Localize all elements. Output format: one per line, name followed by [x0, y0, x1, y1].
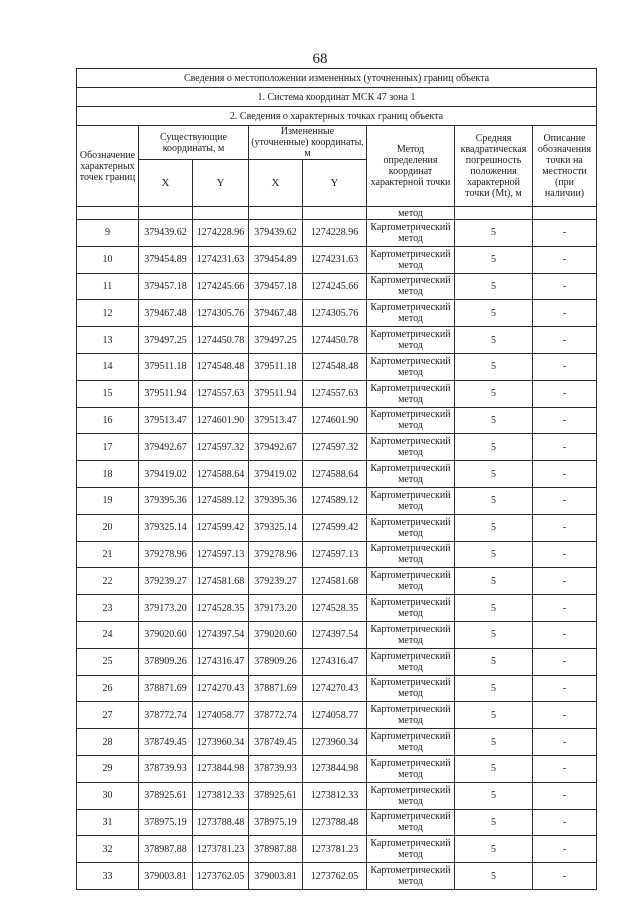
cell-changed-x: 378975.19 — [249, 809, 303, 836]
cell-rms-value: 5 — [455, 648, 533, 675]
cell-changed-x: 379173.20 — [249, 595, 303, 622]
header-changed-x: X — [249, 160, 303, 207]
cell-point-number: 9 — [77, 220, 139, 247]
header-designation: Обозначение характерных точек границ — [77, 126, 139, 207]
table-row — [77, 327, 597, 354]
cell-changed-x: 379278.96 — [249, 541, 303, 568]
cell-existing-x: 379419.02 — [139, 461, 193, 488]
continued-row — [77, 207, 597, 220]
cell-point-number: 20 — [77, 514, 139, 541]
cell-existing-x: 378749.45 — [139, 729, 193, 756]
cell-method: Картометрический метод — [367, 595, 455, 622]
cell-changed-x: 379419.02 — [249, 461, 303, 488]
table-row — [77, 300, 597, 327]
cell-description: - — [533, 782, 597, 809]
cell-existing-x: 378871.69 — [139, 675, 193, 702]
cell-point-number: 17 — [77, 434, 139, 461]
cell-rms-value: 5 — [455, 514, 533, 541]
header-description: Описание обозначения точки на местности (при наличии) — [533, 126, 597, 207]
cell-method: Картометрический метод — [367, 782, 455, 809]
cell-point-number: 15 — [77, 380, 139, 407]
cell-rms-value: 5 — [455, 300, 533, 327]
cell-method: Картометрический метод — [367, 327, 455, 354]
cell-existing-y: 1274228.96 — [193, 220, 249, 247]
cell-description: - — [533, 380, 597, 407]
cell-rms-value: 5 — [455, 568, 533, 595]
header-changed-y: Y — [303, 160, 367, 207]
table-row — [77, 461, 597, 488]
cell-changed-x: 379467.48 — [249, 300, 303, 327]
cell-point-number: 21 — [77, 541, 139, 568]
table-row — [77, 273, 597, 300]
cell-method: Картометрический метод — [367, 300, 455, 327]
cell-changed-y: 1274557.63 — [303, 380, 367, 407]
cell-point-number: 23 — [77, 595, 139, 622]
cell-point-number: 24 — [77, 621, 139, 648]
coordinate-system-heading: 1. Система координат МСК 47 зона 1 — [77, 88, 597, 107]
cell-method: Картометрический метод — [367, 675, 455, 702]
cell-changed-x: 378925.61 — [249, 782, 303, 809]
cell-existing-y: 1274557.63 — [193, 380, 249, 407]
cell-changed-y: 1274599.42 — [303, 514, 367, 541]
cell-rms-value: 5 — [455, 246, 533, 273]
cell-changed-x: 379497.25 — [249, 327, 303, 354]
cell-method: Картометрический метод — [367, 353, 455, 380]
cell-rms-value: 5 — [455, 836, 533, 863]
cell-changed-y: 1274589.12 — [303, 487, 367, 514]
cell-changed-y: 1273960.34 — [303, 729, 367, 756]
cell-existing-x: 379513.47 — [139, 407, 193, 434]
table-row — [77, 595, 597, 622]
cell-method: Картометрический метод — [367, 755, 455, 782]
cell-description: - — [533, 327, 597, 354]
cell-existing-x: 378987.88 — [139, 836, 193, 863]
cell-description: - — [533, 595, 597, 622]
cell-point-number: 11 — [77, 273, 139, 300]
cell-description: - — [533, 568, 597, 595]
cell-changed-y: 1274597.13 — [303, 541, 367, 568]
header-existing-x: X — [139, 160, 193, 207]
cell-changed-y: 1274528.35 — [303, 595, 367, 622]
cell-existing-y: 1274316.47 — [193, 648, 249, 675]
cell-changed-y: 1274601.90 — [303, 407, 367, 434]
cell-existing-x: 378739.93 — [139, 755, 193, 782]
cell-rms-value: 5 — [455, 407, 533, 434]
cell-changed-x: 379439.62 — [249, 220, 303, 247]
cell-rms-value: 5 — [455, 220, 533, 247]
cell-changed-x: 379239.27 — [249, 568, 303, 595]
cell-method: Картометрический метод — [367, 621, 455, 648]
cell-existing-x: 378925.61 — [139, 782, 193, 809]
cell-changed-x: 378909.26 — [249, 648, 303, 675]
cell-description: - — [533, 407, 597, 434]
cell-description: - — [533, 541, 597, 568]
cell-method: Картометрический метод — [367, 273, 455, 300]
cell-changed-x: 379511.18 — [249, 353, 303, 380]
cell-existing-y: 1273844.98 — [193, 755, 249, 782]
table-row — [77, 541, 597, 568]
continued-method-text: метод — [367, 207, 455, 220]
cell-rms-value: 5 — [455, 809, 533, 836]
cell-method: Картометрический метод — [367, 648, 455, 675]
cell-changed-x: 378987.88 — [249, 836, 303, 863]
cell-rms-value: 5 — [455, 273, 533, 300]
cell-changed-x: 379003.81 — [249, 863, 303, 890]
table-row — [77, 568, 597, 595]
table-row — [77, 863, 597, 890]
cell-rms-value: 5 — [455, 621, 533, 648]
cell-rms-value: 5 — [455, 434, 533, 461]
cell-existing-y: 1274589.12 — [193, 487, 249, 514]
cell-existing-y: 1274599.42 — [193, 514, 249, 541]
cell-changed-x: 379454.89 — [249, 246, 303, 273]
cell-point-number: 27 — [77, 702, 139, 729]
cell-point-number: 14 — [77, 353, 139, 380]
cell-existing-y: 1274270.43 — [193, 675, 249, 702]
cell-existing-y: 1274397.54 — [193, 621, 249, 648]
cell-changed-x: 378749.45 — [249, 729, 303, 756]
cell-existing-y: 1273960.34 — [193, 729, 249, 756]
table-title: Сведения о местоположении измененных (уточненных) границ объекта — [77, 69, 597, 88]
cell-existing-x: 378909.26 — [139, 648, 193, 675]
cell-point-number: 32 — [77, 836, 139, 863]
cell-existing-y: 1273812.33 — [193, 782, 249, 809]
cell-existing-y: 1274588.64 — [193, 461, 249, 488]
table-row — [77, 755, 597, 782]
cell-existing-x: 379325.14 — [139, 514, 193, 541]
boundary-points-table — [76, 68, 597, 890]
cell-existing-x: 379395.36 — [139, 487, 193, 514]
cell-existing-x: 379020.60 — [139, 621, 193, 648]
cell-changed-y: 1273781.23 — [303, 836, 367, 863]
cell-point-number: 31 — [77, 809, 139, 836]
cell-changed-y: 1274397.54 — [303, 621, 367, 648]
cell-rms-value: 5 — [455, 353, 533, 380]
table-row — [77, 246, 597, 273]
cell-changed-x: 379325.14 — [249, 514, 303, 541]
cell-changed-x: 379457.18 — [249, 273, 303, 300]
table-row — [77, 836, 597, 863]
cell-method: Картометрический метод — [367, 434, 455, 461]
cell-existing-y: 1274231.63 — [193, 246, 249, 273]
cell-existing-y: 1274058.77 — [193, 702, 249, 729]
cell-changed-x: 378871.69 — [249, 675, 303, 702]
cell-description: - — [533, 729, 597, 756]
cell-method: Картометрический метод — [367, 568, 455, 595]
cell-changed-x: 379020.60 — [249, 621, 303, 648]
cell-description: - — [533, 300, 597, 327]
cell-existing-x: 379003.81 — [139, 863, 193, 890]
cell-changed-y: 1274228.96 — [303, 220, 367, 247]
cell-point-number: 18 — [77, 461, 139, 488]
cell-method: Картометрический метод — [367, 246, 455, 273]
cell-description: - — [533, 434, 597, 461]
cell-description: - — [533, 353, 597, 380]
page-number: 68 — [312, 51, 328, 67]
cell-point-number: 29 — [77, 755, 139, 782]
cell-rms-value: 5 — [455, 541, 533, 568]
cell-method: Картометрический метод — [367, 487, 455, 514]
table-row — [77, 220, 597, 247]
cell-description: - — [533, 621, 597, 648]
cell-description: - — [533, 514, 597, 541]
cell-method: Картометрический метод — [367, 514, 455, 541]
cell-existing-x: 379511.18 — [139, 353, 193, 380]
cell-existing-x: 379457.18 — [139, 273, 193, 300]
cell-existing-x: 379278.96 — [139, 541, 193, 568]
cell-point-number: 30 — [77, 782, 139, 809]
cell-existing-x: 379497.25 — [139, 327, 193, 354]
cell-method: Картометрический метод — [367, 863, 455, 890]
cell-existing-x: 379454.89 — [139, 246, 193, 273]
table-row — [77, 353, 597, 380]
cell-existing-x: 378975.19 — [139, 809, 193, 836]
cell-changed-y: 1274305.76 — [303, 300, 367, 327]
cell-changed-y: 1274270.43 — [303, 675, 367, 702]
cell-description: - — [533, 836, 597, 863]
cell-changed-y: 1274316.47 — [303, 648, 367, 675]
table-row — [77, 648, 597, 675]
cell-existing-x: 379511.94 — [139, 380, 193, 407]
cell-existing-y: 1274528.35 — [193, 595, 249, 622]
cell-rms-value: 5 — [455, 487, 533, 514]
cell-description: - — [533, 675, 597, 702]
table-row — [77, 675, 597, 702]
cell-existing-y: 1273781.23 — [193, 836, 249, 863]
cell-existing-y: 1274597.13 — [193, 541, 249, 568]
cell-existing-x: 379467.48 — [139, 300, 193, 327]
header-existing-coordinates: Существующие координаты, м — [139, 126, 249, 160]
cell-description: - — [533, 648, 597, 675]
cell-method: Картометрический метод — [367, 809, 455, 836]
cell-method: Картометрический метод — [367, 407, 455, 434]
cell-description: - — [533, 461, 597, 488]
cell-changed-y: 1274450.78 — [303, 327, 367, 354]
table-row — [77, 407, 597, 434]
cell-existing-y: 1274450.78 — [193, 327, 249, 354]
cell-point-number: 26 — [77, 675, 139, 702]
cell-rms-value: 5 — [455, 595, 533, 622]
cell-rms-value: 5 — [455, 729, 533, 756]
cell-existing-x: 378772.74 — [139, 702, 193, 729]
cell-changed-x: 378739.93 — [249, 755, 303, 782]
cell-description: - — [533, 755, 597, 782]
header-changed-coordinates: Измененные (уточненные) координаты, м — [249, 126, 367, 160]
cell-point-number: 28 — [77, 729, 139, 756]
cell-point-number: 22 — [77, 568, 139, 595]
cell-method: Картометрический метод — [367, 729, 455, 756]
header-existing-y: Y — [193, 160, 249, 207]
cell-changed-y: 1274581.68 — [303, 568, 367, 595]
cell-description: - — [533, 273, 597, 300]
cell-description: - — [533, 220, 597, 247]
cell-changed-y: 1274548.48 — [303, 353, 367, 380]
cell-existing-y: 1274245.66 — [193, 273, 249, 300]
cell-existing-x: 379173.20 — [139, 595, 193, 622]
cell-method: Картометрический метод — [367, 541, 455, 568]
cell-description: - — [533, 863, 597, 890]
cell-existing-y: 1273762.05 — [193, 863, 249, 890]
cell-method: Картометрический метод — [367, 380, 455, 407]
header-method: Метод определения координат характерной точки — [367, 126, 455, 207]
cell-method: Картометрический метод — [367, 836, 455, 863]
cell-existing-y: 1274581.68 — [193, 568, 249, 595]
cell-existing-y: 1274601.90 — [193, 407, 249, 434]
cell-rms-value: 5 — [455, 461, 533, 488]
table-row — [77, 487, 597, 514]
cell-point-number: 13 — [77, 327, 139, 354]
cell-rms-value: 5 — [455, 755, 533, 782]
table-row — [77, 702, 597, 729]
cell-rms-value: 5 — [455, 782, 533, 809]
cell-description: - — [533, 809, 597, 836]
cell-method: Картометрический метод — [367, 702, 455, 729]
cell-changed-y: 1273844.98 — [303, 755, 367, 782]
section-heading: 2. Сведения о характерных точках границ объекта — [77, 107, 597, 126]
cell-changed-x: 379492.67 — [249, 434, 303, 461]
cell-point-number: 33 — [77, 863, 139, 890]
cell-changed-y: 1273762.05 — [303, 863, 367, 890]
cell-changed-y: 1274597.32 — [303, 434, 367, 461]
cell-point-number: 16 — [77, 407, 139, 434]
cell-changed-y: 1273788.48 — [303, 809, 367, 836]
table-row — [77, 621, 597, 648]
cell-changed-y: 1274245.66 — [303, 273, 367, 300]
cell-changed-x: 379511.94 — [249, 380, 303, 407]
table-row — [77, 514, 597, 541]
cell-method: Картометрический метод — [367, 220, 455, 247]
cell-changed-y: 1274588.64 — [303, 461, 367, 488]
cell-rms-value: 5 — [455, 675, 533, 702]
cell-changed-y: 1274231.63 — [303, 246, 367, 273]
cell-rms-value: 5 — [455, 327, 533, 354]
cell-changed-x: 379513.47 — [249, 407, 303, 434]
cell-changed-x: 378772.74 — [249, 702, 303, 729]
cell-description: - — [533, 487, 597, 514]
cell-point-number: 12 — [77, 300, 139, 327]
cell-description: - — [533, 246, 597, 273]
cell-existing-x: 379239.27 — [139, 568, 193, 595]
table-row — [77, 729, 597, 756]
table-row — [77, 809, 597, 836]
table-row — [77, 380, 597, 407]
cell-rms-value: 5 — [455, 863, 533, 890]
cell-description: - — [533, 702, 597, 729]
cell-changed-y: 1273812.33 — [303, 782, 367, 809]
cell-changed-y: 1274058.77 — [303, 702, 367, 729]
cell-existing-y: 1273788.48 — [193, 809, 249, 836]
cell-existing-y: 1274548.48 — [193, 353, 249, 380]
table-row — [77, 782, 597, 809]
cell-point-number: 10 — [77, 246, 139, 273]
cell-rms-value: 5 — [455, 702, 533, 729]
cell-point-number: 19 — [77, 487, 139, 514]
header-rms-error: Средняя квадратическая погрешность положения характерной точки (Mt), м — [455, 126, 533, 207]
cell-point-number: 25 — [77, 648, 139, 675]
cell-existing-y: 1274597.32 — [193, 434, 249, 461]
cell-changed-x: 379395.36 — [249, 487, 303, 514]
cell-method: Картометрический метод — [367, 461, 455, 488]
cell-existing-x: 379492.67 — [139, 434, 193, 461]
table-row — [77, 434, 597, 461]
cell-existing-y: 1274305.76 — [193, 300, 249, 327]
cell-existing-x: 379439.62 — [139, 220, 193, 247]
cell-rms-value: 5 — [455, 380, 533, 407]
